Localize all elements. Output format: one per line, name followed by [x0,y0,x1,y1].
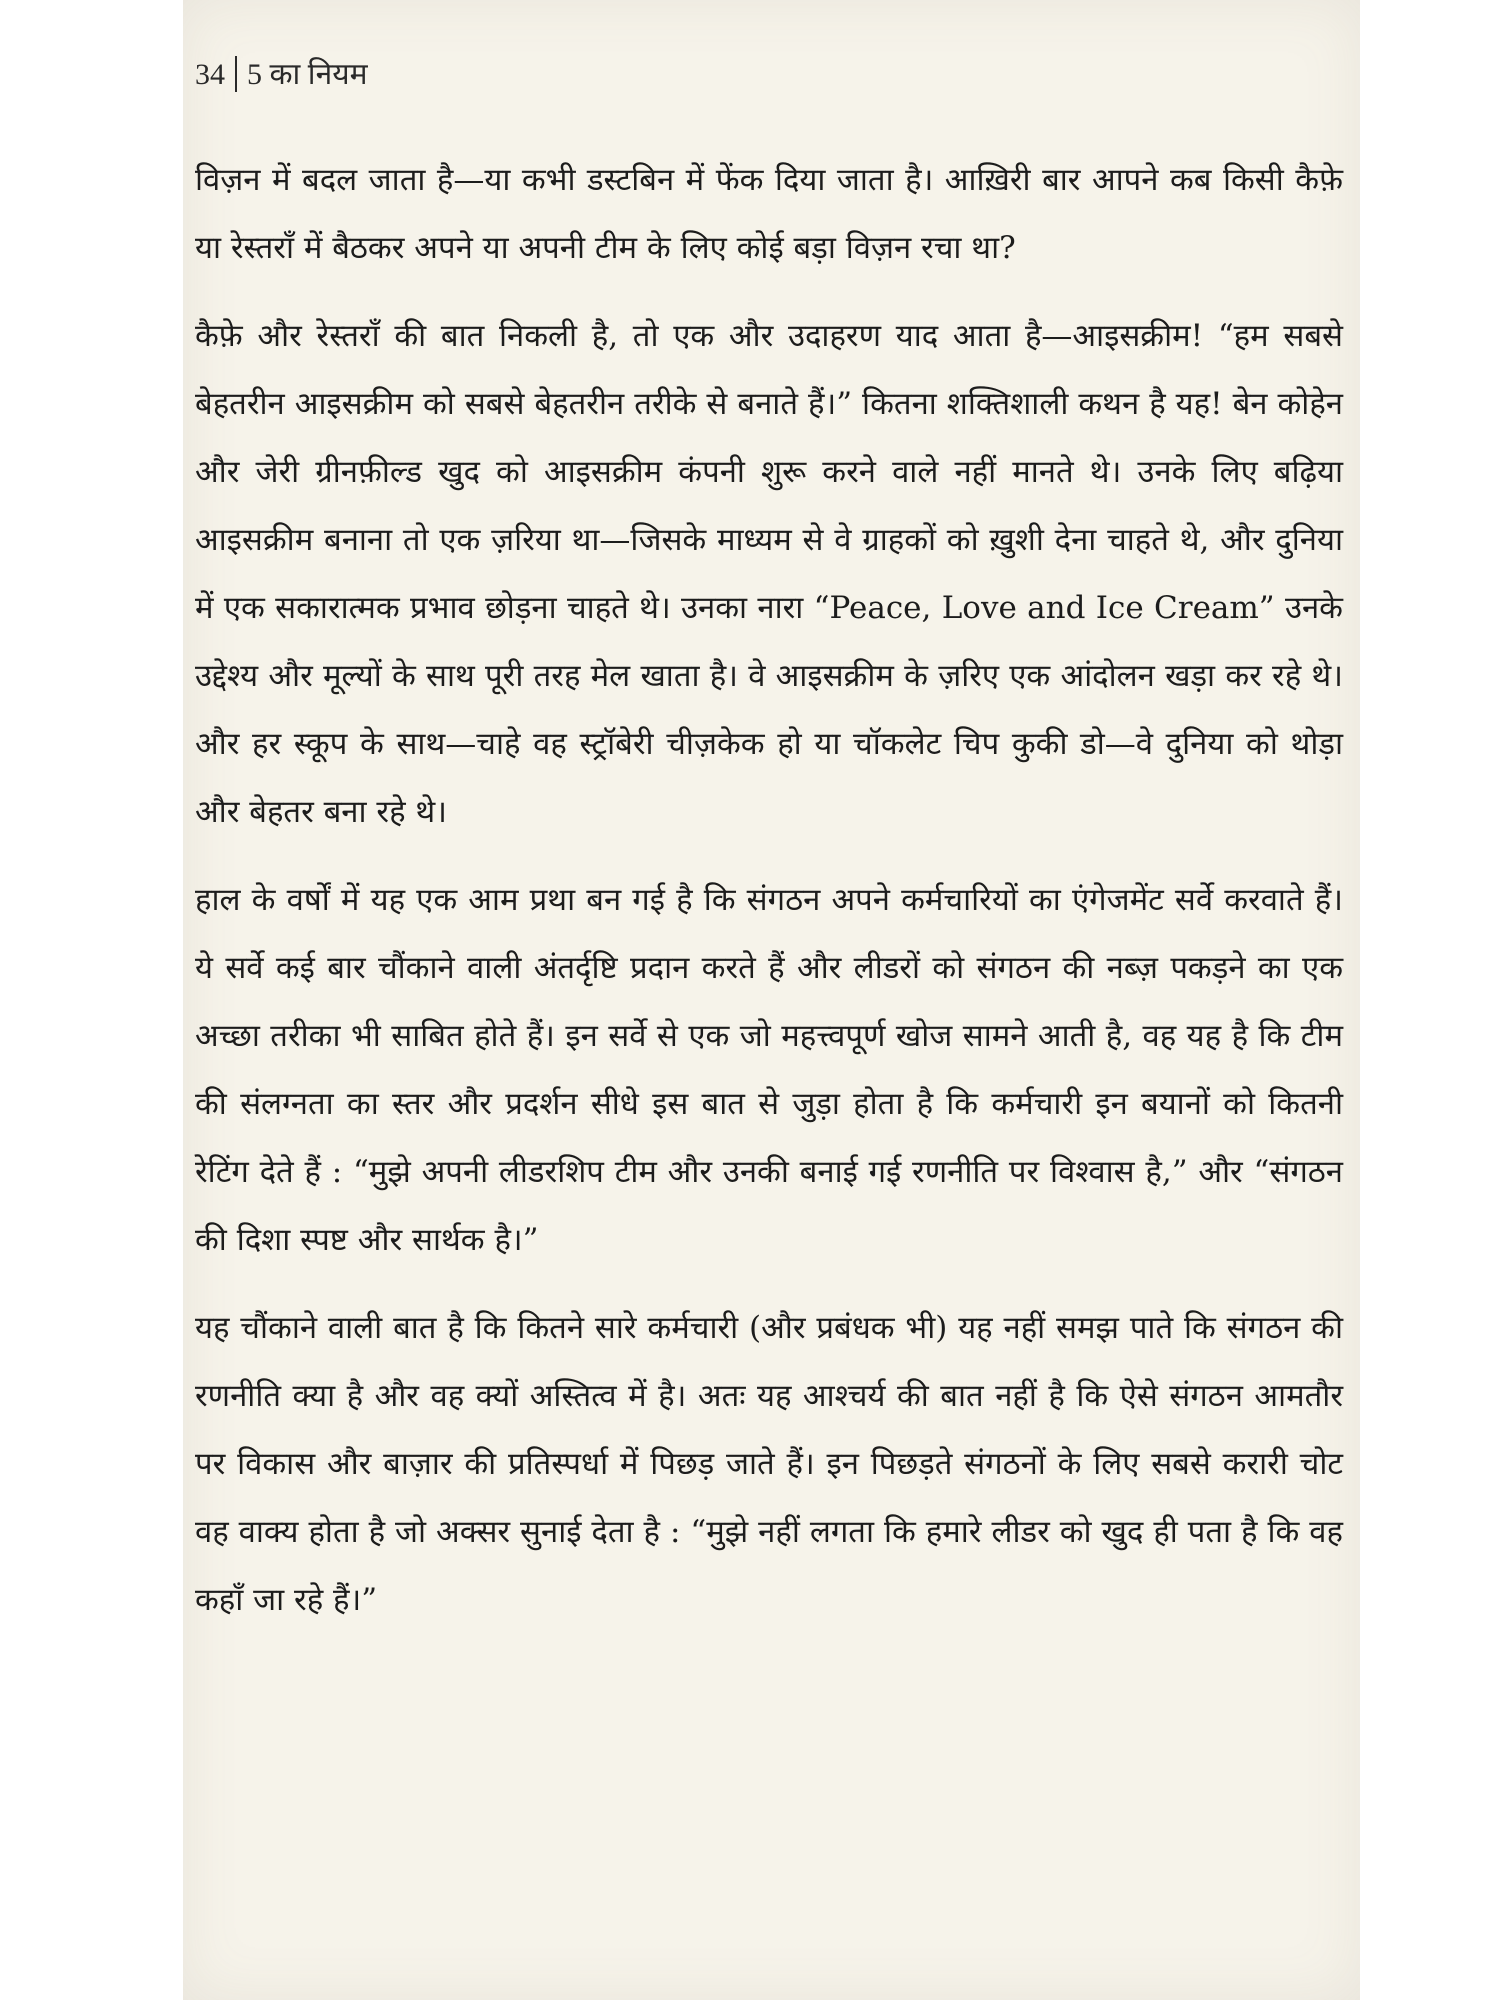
page-number: 34 [195,58,225,91]
chapter-title: 5 का नियम [247,58,368,91]
paragraph-1: विज़न में बदल जाता है—या कभी डस्टबिन में फेंक दिया जाता है। आख़िरी बार आपने कब किसी कैफ़े या रेस्तराँ में बैठकर अपने या अपनी टीम के लिए कोई बड़ा विज़न रचा था? [195,162,1343,266]
page-body [195,146,1343,1654]
paragraph-3: हाल के वर्षों में यह एक आम प्रथा बन गई है कि संगठन अपने कर्मचारियों का एंगेजमेंट सर्वे करवाते हैं। ये सर्वे कई बार चौंकाने वाली अंतर्दृष्टि प्रदान करते हैं और लीडरों को संगठन की नब्ज़ पकड़ने का एक अच्छा तरीका भी साबित होते हैं। इन सर्वे से एक जो महत्त्वपूर्ण खोज सामने आती है, वह यह है कि टीम की संलग्नता का स्तर और प्रदर्शन सीधे इस बात से जुड़ा होता है कि कर्मचारी इन बयानों को कितनी रेटिंग देते हैं : “मुझे अपनी लीडरशिप टीम और उनकी बनाई गई रणनीति पर विश्वास है,” और “संगठन की दिशा स्पष्ट और सार्थक है।” [195,882,1343,1258]
paragraph-4: यह चौंकाने वाली बात है कि कितने सारे कर्मचारी (और प्रबंधक भी) यह नहीं समझ पाते कि संगठन की रणनीति क्या है और वह क्यों अस्तित्व में है। अतः यह आश्चर्य की बात नहीं है कि ऐसे संगठन आमतौर पर विकास और बाज़ार की प्रतिस्पर्धा में पिछड़ जाते हैं। इन पिछड़ते संगठनों के लिए सबसे करारी चोट वह वाक्य होता है जो अक्सर सुनाई देता है : “मुझे नहीं लगता कि हमारे लीडर को खुद ही पता है कि वह कहाँ जा रहे हैं।” [195,1310,1343,1618]
running-header [195,52,368,93]
header-divider [235,56,237,92]
paragraph-2: कैफ़े और रेस्तराँ की बात निकली है, तो एक और उदाहरण याद आता है—आइसक्रीम! “हम सबसे बेहतरीन आइसक्रीम को सबसे बेहतरीन तरीके से बनाते हैं।” कितना शक्तिशाली कथन है यह! बेन कोहेन और जेरी ग्रीनफ़ील्ड खुद को आइसक्रीम कंपनी शुरू करने वाले नहीं मानते थे। उनके लिए बढ़िया आइसक्रीम बनाना तो एक ज़रिया था—जिसके माध्यम से वे ग्राहकों को ख़ुशी देना चाहते थे, और दुनिया में एक सकारात्मक प्रभाव छोड़ना चाहते थे। उनका नारा “Peace, Love and Ice Cream” उनके उद्देश्य और मूल्यों के साथ पूरी तरह मेल खाता है। वे आइसक्रीम के ज़रिए एक आंदोलन खड़ा कर रहे थे। और हर स्कूप के साथ—चाहे वह स्ट्रॉबेरी चीज़केक हो या चॉकलेट चिप कुकी डो—वे दुनिया को थोड़ा और बेहतर बना रहे थे। [195,318,1343,830]
book-page [183,0,1360,2000]
